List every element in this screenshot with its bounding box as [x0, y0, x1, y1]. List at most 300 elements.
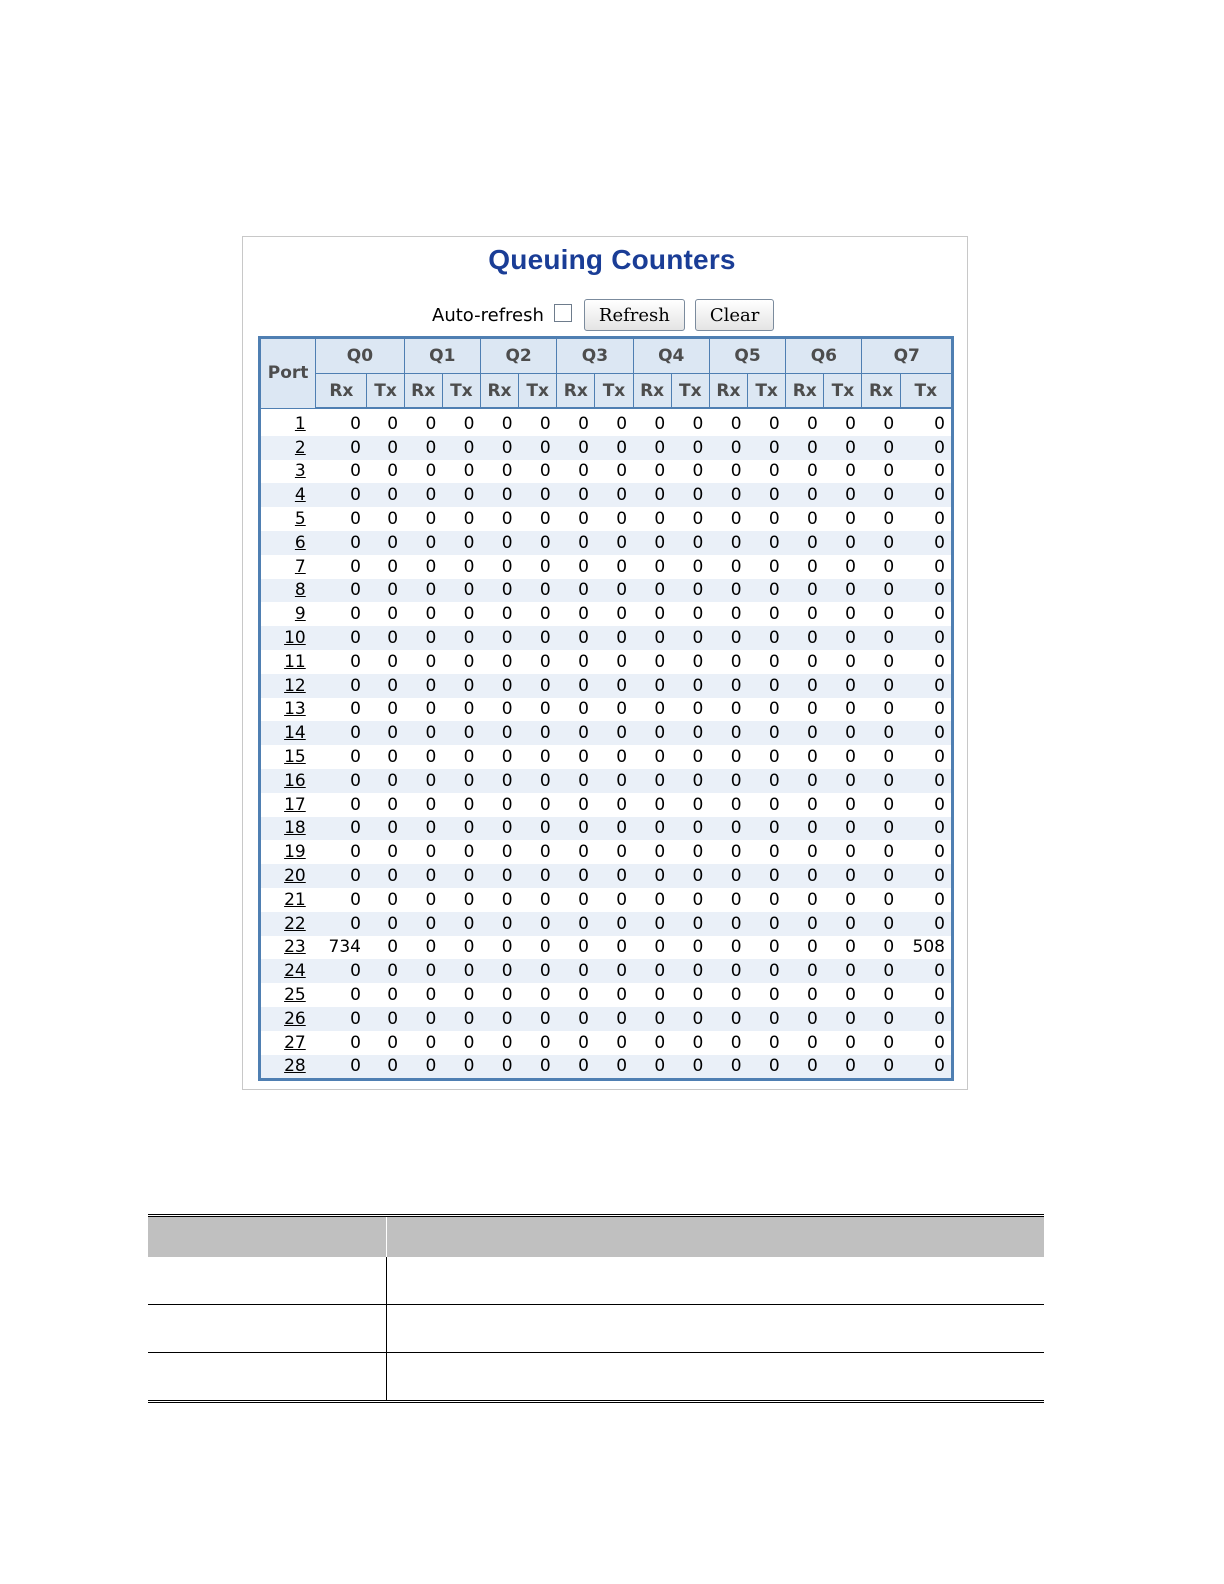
counter-q5-rx: 0: [730, 651, 742, 672]
rx-header-q0: Rx: [316, 374, 367, 409]
counter-q5-tx: 0: [768, 937, 780, 958]
counter-q7-rx: 0: [862, 436, 900, 460]
counter-q1-tx: 0: [463, 699, 475, 720]
counter-q0-rx: 0: [350, 747, 361, 768]
table-row: [260, 436, 953, 460]
rx-header-q2: Rx: [480, 374, 518, 409]
counter-q3-rx: 0: [557, 721, 595, 745]
counter-q1-tx: 0: [463, 794, 475, 815]
counter-q7-tx: 0: [934, 413, 945, 434]
counter-q6-rx: 0: [807, 747, 818, 768]
counter-q7-tx: 0: [900, 531, 952, 555]
counter-q7-rx: 0: [862, 959, 900, 983]
counter-q6-tx: 0: [824, 769, 862, 793]
counter-q6-rx: 0: [786, 579, 824, 603]
counter-q1-tx: 0: [463, 747, 475, 768]
counter-q0-rx: 0: [350, 604, 361, 625]
counter-q1-tx: 0: [442, 674, 480, 698]
counter-q7-rx: 0: [862, 674, 900, 698]
counter-q2-tx: 0: [539, 461, 551, 482]
counter-q4-tx: 0: [692, 747, 704, 768]
queue-header-q7: Q7: [862, 338, 953, 374]
counter-q5-rx: 0: [730, 604, 742, 625]
port-link[interactable]: 9: [294, 604, 306, 625]
refresh-button[interactable]: Refresh: [584, 299, 685, 331]
port-link[interactable]: 11: [284, 651, 306, 672]
counter-q3-rx: 0: [557, 769, 595, 793]
counter-q0-rx: 0: [316, 483, 367, 507]
counter-q0-rx: 0: [316, 1007, 367, 1031]
counter-q7-tx: 0: [934, 509, 945, 530]
counter-q6-tx: 0: [824, 626, 862, 650]
counter-q0-tx: 0: [367, 1055, 404, 1080]
counter-q1-rx: 0: [404, 912, 442, 936]
counter-q7-rx: 0: [862, 721, 900, 745]
table-row: [260, 626, 953, 650]
counter-q1-rx: 0: [425, 937, 437, 958]
counter-q7-rx: 0: [862, 579, 900, 603]
counter-q1-rx: 0: [404, 959, 442, 983]
port-link[interactable]: 26: [260, 1007, 316, 1031]
counter-q1-tx: 0: [442, 769, 480, 793]
counter-q1-rx: 0: [404, 483, 442, 507]
table-row: [260, 698, 953, 722]
counter-q3-tx: 0: [616, 413, 628, 434]
queue-header-q4: Q4: [633, 338, 709, 374]
port-link[interactable]: 5: [294, 509, 306, 530]
counter-q0-rx: 734: [328, 937, 361, 958]
counter-q0-rx: 0: [350, 556, 361, 577]
counter-q4-rx: 0: [654, 604, 666, 625]
counter-q3-tx: 0: [616, 937, 628, 958]
counter-q0-tx: 0: [367, 864, 404, 888]
counter-q0-rx: 0: [316, 436, 367, 460]
counter-q7-tx: 0: [900, 959, 952, 983]
tx-header-q6: Tx: [824, 374, 862, 409]
counter-q2-rx: 0: [501, 985, 513, 1006]
counter-q1-tx: 0: [463, 509, 475, 530]
table-row: [260, 959, 953, 983]
counter-q5-rx: 0: [730, 413, 742, 434]
counter-q1-rx: 0: [425, 794, 437, 815]
counter-q1-rx: 0: [404, 531, 442, 555]
counter-q6-rx: 0: [807, 651, 818, 672]
counter-q2-rx: 0: [501, 604, 513, 625]
counter-q6-rx: 0: [807, 1032, 818, 1053]
port-link[interactable]: 6: [260, 531, 316, 555]
toolbar: [432, 299, 784, 331]
counter-q3-tx: 0: [595, 626, 633, 650]
counter-q3-rx: 0: [578, 985, 589, 1006]
counter-q4-rx: 0: [654, 699, 666, 720]
tx-header-q4: Tx: [671, 374, 709, 409]
counter-q2-rx: 0: [501, 556, 513, 577]
counter-q7-rx: 0: [862, 817, 900, 841]
description-table: [148, 1214, 1044, 1403]
counter-q7-tx: 0: [900, 817, 952, 841]
counter-q3-rx: 0: [578, 461, 589, 482]
counter-q2-tx: 0: [539, 985, 551, 1006]
counter-q2-rx: 0: [480, 817, 518, 841]
description-header-description: [387, 1216, 1045, 1258]
counter-q0-tx: 0: [367, 721, 404, 745]
counter-q2-tx: 0: [519, 1055, 557, 1080]
counter-q2-rx: 0: [480, 626, 518, 650]
counter-q3-tx: 0: [616, 556, 628, 577]
counter-q5-tx: 0: [748, 626, 786, 650]
counter-q6-rx: 0: [807, 985, 818, 1006]
counter-q2-rx: 0: [501, 794, 513, 815]
counter-q5-rx: 0: [730, 842, 742, 863]
counter-q5-rx: 0: [730, 509, 742, 530]
page-title: Queuing Counters: [488, 244, 736, 275]
counter-q4-rx: 0: [633, 721, 671, 745]
counter-q4-rx: 0: [633, 483, 671, 507]
counter-q5-tx: 0: [748, 674, 786, 698]
description-object-cell: [148, 1353, 387, 1402]
counter-q0-rx: 0: [350, 842, 361, 863]
table-row: [260, 579, 953, 603]
counter-q5-rx: 0: [730, 747, 742, 768]
counter-q0-tx: 0: [387, 889, 399, 910]
counter-q2-rx: 0: [480, 531, 518, 555]
counter-q5-tx: 0: [768, 985, 780, 1006]
counter-q0-tx: 0: [367, 483, 404, 507]
counter-q4-rx: 0: [633, 674, 671, 698]
counter-q6-rx: 0: [786, 959, 824, 983]
counter-q1-rx: 0: [404, 769, 442, 793]
counter-q1-rx: 0: [425, 699, 437, 720]
counter-q0-rx: 0: [350, 699, 361, 720]
counter-q4-rx: 0: [654, 937, 666, 958]
counter-q2-tx: 0: [539, 747, 551, 768]
counter-q2-rx: 0: [501, 1032, 513, 1053]
counter-q5-tx: 0: [768, 699, 780, 720]
counter-q1-tx: 0: [442, 531, 480, 555]
counter-q2-rx: 0: [501, 413, 513, 434]
counter-q1-tx: 0: [442, 436, 480, 460]
counter-q1-rx: 0: [425, 1032, 437, 1053]
counter-q0-rx: 0: [316, 959, 367, 983]
counter-q5-rx: 0: [730, 794, 742, 815]
counter-q7-rx: 0: [883, 651, 895, 672]
counter-q6-rx: 0: [807, 842, 818, 863]
counter-q3-rx: 0: [557, 959, 595, 983]
counter-q7-tx: 0: [900, 436, 952, 460]
counter-q4-rx: 0: [654, 794, 666, 815]
counter-q6-rx: 0: [786, 912, 824, 936]
counter-q3-tx: 0: [595, 579, 633, 603]
counter-q1-rx: 0: [404, 1055, 442, 1080]
table-row: [260, 936, 953, 960]
counter-q0-tx: 0: [367, 674, 404, 698]
rx-header-q5: Rx: [709, 374, 747, 409]
counter-q2-rx: 0: [480, 864, 518, 888]
counter-q7-tx: 0: [900, 721, 952, 745]
counter-q4-tx: 0: [671, 864, 709, 888]
port-link[interactable]: 28: [260, 1055, 316, 1080]
port-link[interactable]: 17: [284, 794, 306, 815]
counter-q0-tx: 0: [387, 699, 399, 720]
counter-q2-rx: 0: [501, 937, 513, 958]
counter-q5-tx: 0: [748, 483, 786, 507]
counter-q6-tx: 0: [824, 531, 862, 555]
counter-q4-rx: 0: [633, 912, 671, 936]
counter-q0-tx: 0: [387, 509, 399, 530]
counter-q2-tx: 0: [519, 436, 557, 460]
port-link[interactable]: 15: [284, 747, 306, 768]
counter-q2-tx: 0: [519, 721, 557, 745]
port-link[interactable]: 23: [284, 937, 306, 958]
counter-q2-rx: 0: [501, 699, 513, 720]
counter-q4-rx: 0: [654, 461, 666, 482]
counter-q0-tx: 0: [367, 912, 404, 936]
counter-q7-rx: 0: [862, 769, 900, 793]
port-link[interactable]: 27: [284, 1032, 306, 1053]
counter-q1-tx: 0: [442, 626, 480, 650]
counter-q7-tx: 0: [900, 626, 952, 650]
counter-q2-tx: 0: [539, 604, 551, 625]
counter-q5-rx: 0: [730, 556, 742, 577]
counter-q5-rx: 0: [709, 531, 747, 555]
counter-q4-tx: 0: [671, 721, 709, 745]
counter-q4-rx: 0: [654, 413, 666, 434]
counter-q5-tx: 0: [748, 1007, 786, 1031]
counter-q7-rx: 0: [862, 912, 900, 936]
port-link[interactable]: 14: [260, 721, 316, 745]
port-link[interactable]: 21: [284, 889, 306, 910]
counter-q6-tx: 0: [845, 699, 856, 720]
counter-q4-rx: 0: [654, 651, 666, 672]
counter-q0-tx: 0: [387, 556, 399, 577]
port-link[interactable]: 10: [260, 626, 316, 650]
port-link[interactable]: 4: [260, 483, 316, 507]
counter-body: [260, 408, 953, 1080]
port-link[interactable]: 1: [294, 413, 306, 434]
table-row: [260, 745, 953, 769]
counter-q7-tx: 0: [934, 1032, 945, 1053]
counter-q3-rx: 0: [578, 937, 589, 958]
counter-q2-tx: 0: [539, 556, 551, 577]
counter-q3-tx: 0: [595, 817, 633, 841]
counter-q6-rx: 0: [786, 721, 824, 745]
counter-q5-tx: 0: [768, 509, 780, 530]
counter-q4-tx: 0: [671, 483, 709, 507]
counter-q1-tx: 0: [442, 1007, 480, 1031]
port-link[interactable]: 19: [284, 842, 306, 863]
counter-q7-rx: 0: [883, 1032, 895, 1053]
queuing-counters-table: [258, 336, 954, 1081]
counter-q0-rx: 0: [316, 912, 367, 936]
counter-q3-rx: 0: [557, 864, 595, 888]
counter-q2-tx: 0: [539, 509, 551, 530]
queue-header-q1: Q1: [404, 338, 480, 374]
counter-q3-rx: 0: [557, 626, 595, 650]
counter-q5-rx: 0: [709, 626, 747, 650]
counter-q0-tx: 0: [387, 461, 399, 482]
counter-q4-tx: 0: [692, 604, 704, 625]
tx-header-q5: Tx: [748, 374, 786, 409]
counter-q4-rx: 0: [633, 1007, 671, 1031]
table-row: [260, 408, 953, 436]
counter-q2-rx: 0: [480, 721, 518, 745]
counter-q3-tx: 0: [595, 483, 633, 507]
counter-q3-rx: 0: [557, 817, 595, 841]
counter-q2-tx: 0: [539, 794, 551, 815]
counter-q1-tx: 0: [463, 651, 475, 672]
counter-q5-rx: 0: [709, 674, 747, 698]
counter-q5-rx: 0: [730, 985, 742, 1006]
counter-q7-tx: 508: [912, 937, 945, 958]
port-link[interactable]: 7: [294, 556, 306, 577]
counter-q1-rx: 0: [425, 842, 437, 863]
counter-q2-rx: 0: [480, 912, 518, 936]
table-row: [260, 793, 953, 817]
counter-q6-tx: 0: [845, 842, 856, 863]
counter-q0-tx: 0: [387, 604, 399, 625]
port-link[interactable]: 16: [260, 769, 316, 793]
counter-q6-tx: 0: [824, 1007, 862, 1031]
counter-q1-rx: 0: [404, 817, 442, 841]
counter-q3-tx: 0: [616, 842, 628, 863]
counter-q4-rx: 0: [633, 579, 671, 603]
counter-q4-rx: 0: [654, 747, 666, 768]
counter-q0-tx: 0: [367, 1007, 404, 1031]
table-row: [260, 721, 953, 745]
counter-q5-tx: 0: [748, 721, 786, 745]
counter-q5-rx: 0: [709, 721, 747, 745]
counter-q3-rx: 0: [578, 413, 589, 434]
counter-q6-tx: 0: [845, 1032, 856, 1053]
port-link[interactable]: 20: [260, 864, 316, 888]
counter-q5-tx: 0: [768, 461, 780, 482]
counter-q0-tx: 0: [367, 817, 404, 841]
counter-q2-tx: 0: [519, 1007, 557, 1031]
counter-q5-tx: 0: [768, 747, 780, 768]
counter-q4-rx: 0: [633, 769, 671, 793]
counter-q7-rx: 0: [883, 937, 895, 958]
counter-q6-rx: 0: [786, 1007, 824, 1031]
counter-q6-rx: 0: [807, 556, 818, 577]
port-link[interactable]: 25: [284, 985, 306, 1006]
counter-q1-tx: 0: [442, 1055, 480, 1080]
counter-q2-tx: 0: [539, 651, 551, 672]
auto-refresh-checkbox[interactable]: [554, 304, 572, 322]
counter-q0-tx: 0: [387, 842, 399, 863]
port-link[interactable]: 12: [260, 674, 316, 698]
counter-q0-tx: 0: [367, 579, 404, 603]
clear-button[interactable]: Clear: [695, 299, 775, 331]
counter-q0-rx: 0: [316, 864, 367, 888]
counter-q5-tx: 0: [748, 1055, 786, 1080]
counter-q1-tx: 0: [463, 937, 475, 958]
counter-q7-tx: 0: [934, 699, 945, 720]
counter-q0-rx: 0: [316, 579, 367, 603]
counter-q7-rx: 0: [883, 556, 895, 577]
counter-q4-rx: 0: [654, 842, 666, 863]
port-link[interactable]: 18: [260, 817, 316, 841]
counter-q3-tx: 0: [595, 1007, 633, 1031]
counter-q1-rx: 0: [425, 604, 437, 625]
counter-q7-tx: 0: [900, 1007, 952, 1031]
port-link[interactable]: 22: [260, 912, 316, 936]
counter-q1-tx: 0: [442, 483, 480, 507]
counter-q3-tx: 0: [595, 531, 633, 555]
port-link[interactable]: 2: [260, 436, 316, 460]
counter-q3-tx: 0: [595, 769, 633, 793]
counter-q6-rx: 0: [786, 769, 824, 793]
counter-q1-rx: 0: [425, 413, 437, 434]
counter-q0-tx: 0: [367, 626, 404, 650]
description-object-cell: [148, 1257, 387, 1305]
counter-q5-rx: 0: [709, 769, 747, 793]
counter-q4-tx: 0: [671, 959, 709, 983]
counter-q0-tx: 0: [387, 794, 399, 815]
counter-q4-tx: 0: [671, 531, 709, 555]
counter-q0-tx: 0: [387, 985, 399, 1006]
counter-q0-rx: 0: [316, 769, 367, 793]
counter-q5-tx: 0: [748, 817, 786, 841]
counter-q4-rx: 0: [654, 889, 666, 910]
port-link[interactable]: 13: [284, 699, 306, 720]
counter-q1-tx: 0: [442, 864, 480, 888]
counter-q6-rx: 0: [786, 1055, 824, 1080]
table-row: [260, 674, 953, 698]
counter-q0-rx: 0: [316, 817, 367, 841]
table-row: [260, 888, 953, 912]
counter-q1-tx: 0: [442, 959, 480, 983]
counter-q6-rx: 0: [807, 699, 818, 720]
counter-q5-tx: 0: [768, 794, 780, 815]
queue-header-q3: Q3: [557, 338, 633, 374]
port-link[interactable]: 8: [260, 579, 316, 603]
counter-q3-tx: 0: [616, 604, 628, 625]
description-row: [148, 1305, 1044, 1353]
counter-q6-rx: 0: [786, 483, 824, 507]
port-link[interactable]: 3: [294, 461, 306, 482]
rxtx-header-row: [260, 374, 953, 409]
counter-q4-rx: 0: [654, 985, 666, 1006]
counter-q4-rx: 0: [654, 509, 666, 530]
counter-q1-rx: 0: [425, 556, 437, 577]
counter-q4-rx: 0: [654, 1032, 666, 1053]
port-link[interactable]: 24: [260, 959, 316, 983]
queue-header-q2: Q2: [480, 338, 556, 374]
counter-q4-tx: 0: [671, 674, 709, 698]
counter-q3-tx: 0: [616, 889, 628, 910]
counter-q4-rx: 0: [633, 531, 671, 555]
tx-header-q3: Tx: [595, 374, 633, 409]
counter-q2-rx: 0: [501, 651, 513, 672]
counter-q7-tx: 0: [934, 985, 945, 1006]
counter-q1-tx: 0: [442, 912, 480, 936]
counter-q6-tx: 0: [824, 912, 862, 936]
counter-q3-rx: 0: [578, 794, 589, 815]
counter-q5-rx: 0: [709, 579, 747, 603]
counter-q3-tx: 0: [616, 985, 628, 1006]
table-row: [260, 507, 953, 531]
counter-q0-tx: 0: [387, 651, 399, 672]
tx-header-q0: Tx: [367, 374, 404, 409]
counter-q7-tx: 0: [900, 1055, 952, 1080]
counter-q2-tx: 0: [539, 842, 551, 863]
counter-q6-tx: 0: [824, 959, 862, 983]
counter-q0-tx: 0: [367, 531, 404, 555]
counter-q1-tx: 0: [463, 413, 475, 434]
counter-q3-rx: 0: [557, 531, 595, 555]
counter-q2-rx: 0: [480, 674, 518, 698]
counter-q2-tx: 0: [539, 889, 551, 910]
